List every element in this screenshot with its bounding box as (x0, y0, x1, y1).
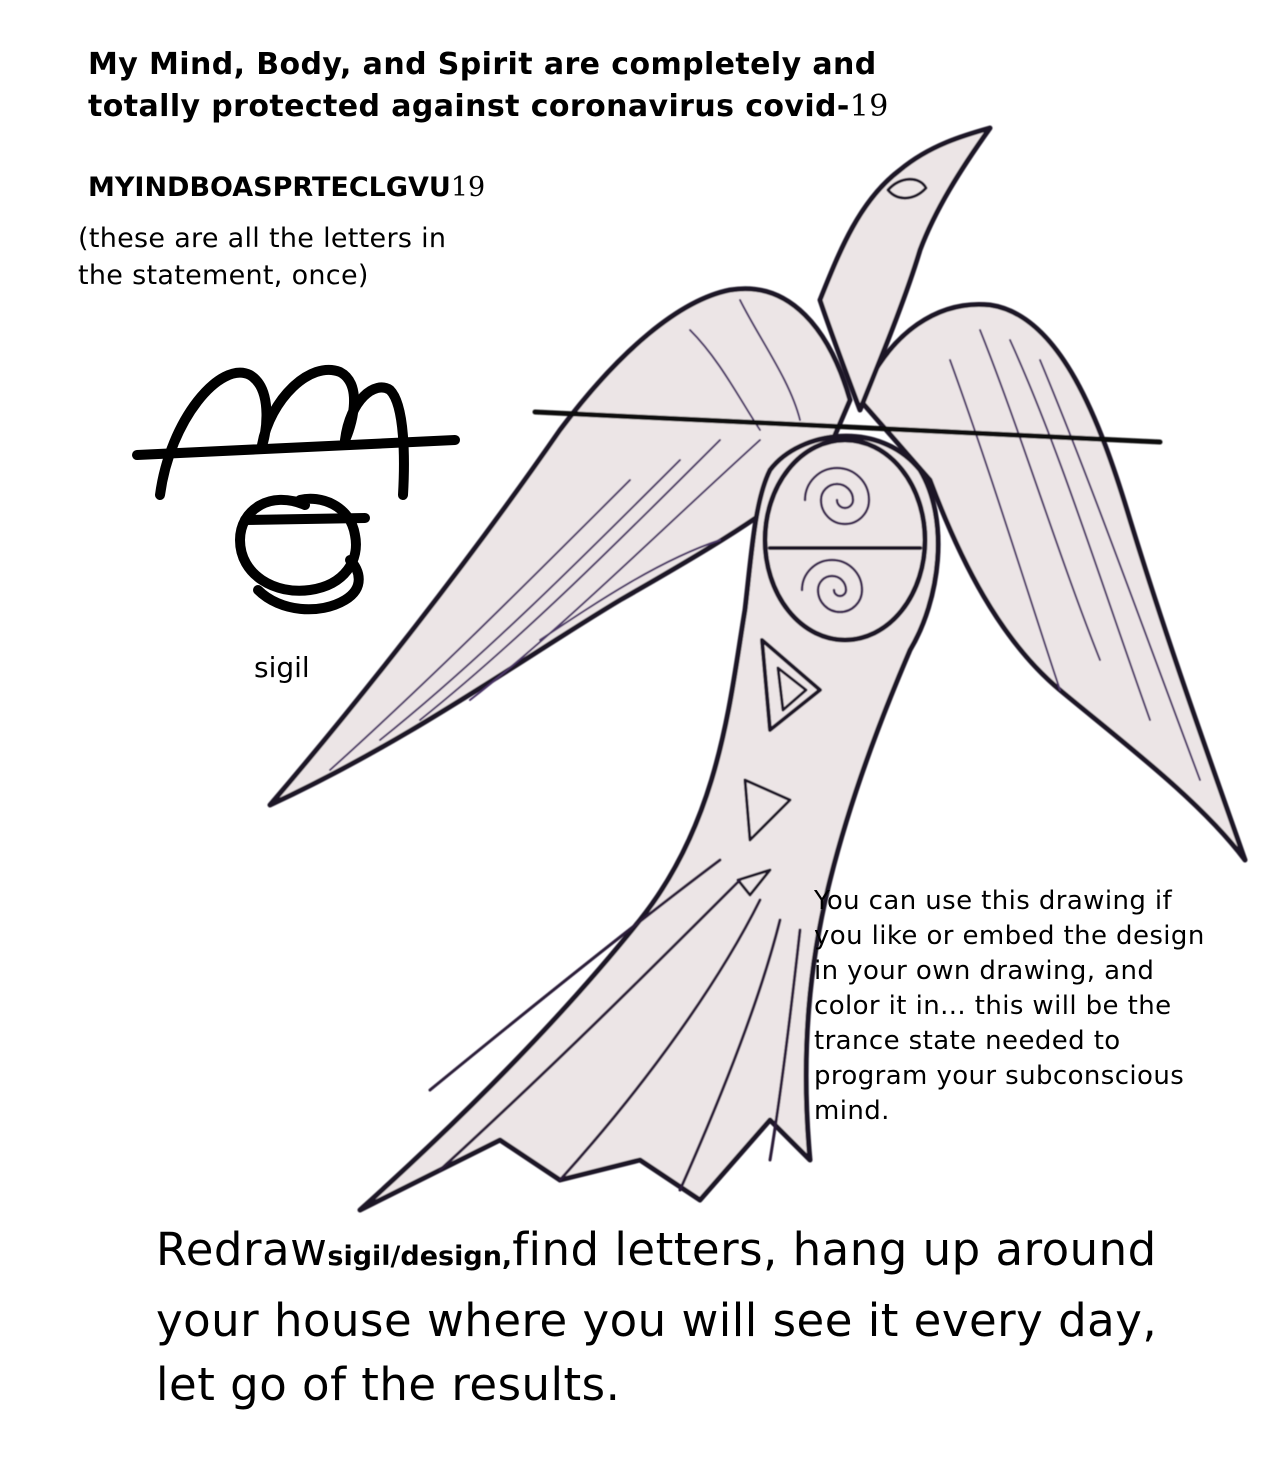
statement-heading (88, 44, 988, 128)
instructions (156, 1218, 1166, 1417)
sigil-label: sigil (254, 651, 310, 684)
unique-letters-number: 19 (450, 172, 486, 203)
letters-note: (these are all the letters in the statement, once) (78, 223, 447, 291)
usage-note: You can use this drawing if you like or embed the design in your own drawing, and color it in... this will be the trance state needed to program your subconscious mind. (814, 886, 1205, 1126)
unique-letters (88, 168, 485, 208)
instructions-lead: Redraw (156, 1223, 328, 1276)
instructions-inline: sigil/design, (327, 1241, 513, 1272)
statement-number: 19 (849, 89, 889, 124)
unique-letters-text: MYINDBOASPRTECLGVU (88, 172, 451, 203)
statement-text: My Mind, Body, and Spirit are completely and totally protected against coronavirus covid- (88, 47, 877, 124)
instructions-rest: find letters, hang up around your house where you will see it every day, let go of the results. (156, 1223, 1158, 1411)
